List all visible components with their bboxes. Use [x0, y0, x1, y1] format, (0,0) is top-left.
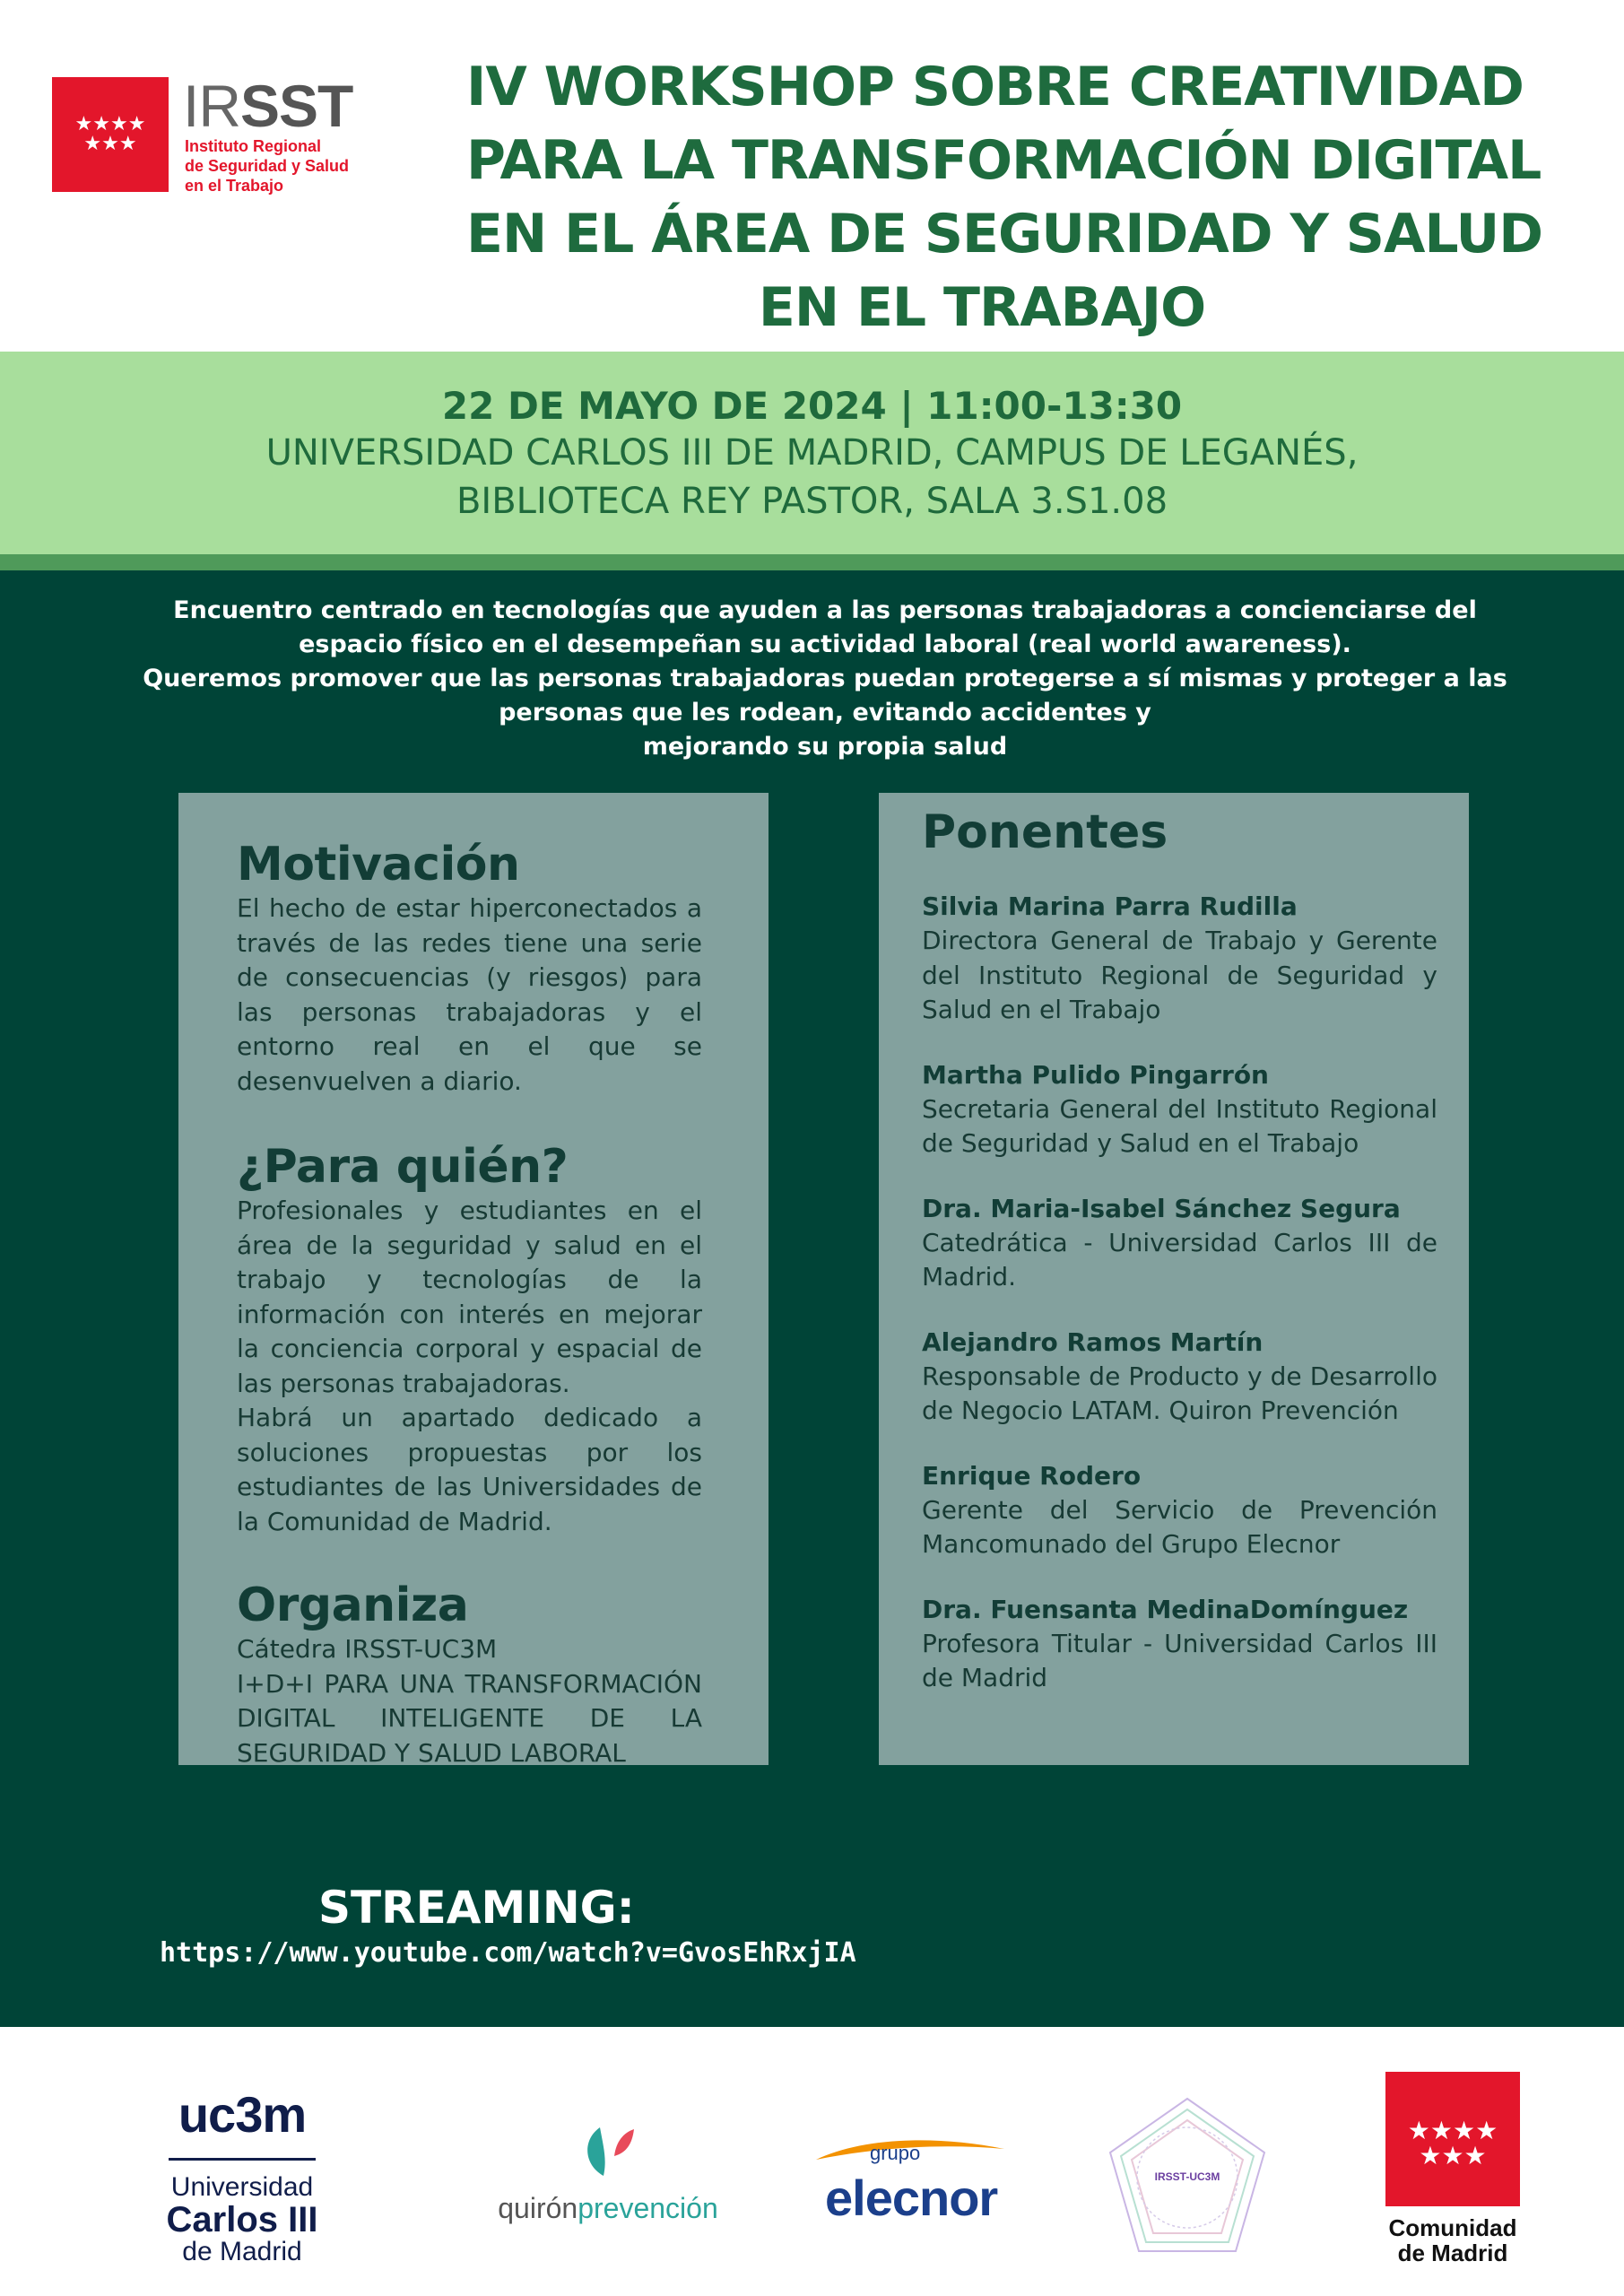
irsst-logo-text: IRSST [183, 73, 353, 139]
elecnor-logo: grupo elecnor [807, 2133, 1022, 2240]
speaker-name: Martha Pulido Pingarrón [922, 1059, 1269, 1090]
speaker-role: Responsable de Producto y de Desarrollo de Negocio LATAM. Quiron Prevención [922, 1361, 1437, 1425]
para-quien-heading: ¿Para quién? [237, 1140, 569, 1194]
comunidad-madrid-logo: ★★★★ ★★★ Comunidad de Madrid [1381, 2072, 1524, 2266]
irsst-logo [52, 73, 375, 197]
title-line: EN EL TRABAJO [758, 276, 1206, 339]
divider [0, 554, 1624, 570]
motivacion-text: El hecho de estar hiperconectados a través de las redes tiene una serie de consecuencias (y riesgos) para las personas trabajadoras y el entorno real en el que se desenvuelven a diario. [237, 893, 702, 1096]
uc3m-logo: uc3m Universidad Carlos III de Madrid [166, 2086, 318, 2266]
streaming-link[interactable]: https://www.youtube.com/watch?v=GvosEhRxjIA [160, 1937, 856, 1969]
ponentes-heading: Ponentes [922, 805, 1168, 859]
speaker-name: Alejandro Ramos Martín [922, 1326, 1264, 1357]
intro-text: Encuentro centrado en tecnologías que ayuden a las personas trabajadoras a concienciarse del espacio físico en el desempeñan su actividad laboral (real world awareness). Queremos promover que las personas trabajadoras puedan protegerse a sí mismas y proteger a las personas que les rodean, evitando accidentes y mejorando su propia salud [143, 596, 1507, 761]
title-line: IV WORKSHOP SOBRE CREATIVIDAD [466, 56, 1524, 118]
event-date-time: 22 DE MAYO DE 2024 | 11:00-13:30 [441, 384, 1183, 428]
speaker-item [922, 1058, 1437, 1161]
speaker-item [922, 890, 1437, 1028]
speaker-item [922, 1459, 1437, 1562]
speaker-name: Dra. Maria-Isabel Sánchez Segura [922, 1193, 1401, 1223]
speaker-name: Dra. Fuensanta MedinaDomínguez [922, 1594, 1409, 1624]
organiza-text: Cátedra IRSST-UC3M [237, 1634, 498, 1664]
madrid-flag-icon: ★★★★ ★★★ [52, 77, 169, 192]
page-title [466, 50, 1543, 344]
streaming-label: STREAMING: [318, 1882, 635, 1934]
event-info-band [0, 352, 1624, 554]
organiza-text-program: I+D+I PARA UNA TRANSFORMACIÓN DIGITAL INTELIGENTE DE LA SEGURIDAD Y SALUD LABORAL [237, 1668, 702, 1768]
motivacion-heading: Motivación [237, 838, 520, 891]
speaker-item [922, 1326, 1437, 1429]
organiza-heading: Organiza [237, 1578, 469, 1632]
speaker-name: Enrique Rodero [922, 1460, 1142, 1491]
speaker-item [922, 1593, 1437, 1696]
speakers-panel [879, 793, 1469, 1765]
para-quien-text: Profesionales y estudiantes en el área de la seguridad y salud en el trabajo y tecnologías de la información con interés en mejorar la conciencia corporal y espacial de las personas trabajadoras. [237, 1196, 702, 1398]
speaker-role: Directora General de Trabajo y Gerente del Instituto Regional de Seguridad y Salud en el Trabajo [922, 926, 1437, 1024]
quironprevencion-logo: quirónprevención [491, 2120, 725, 2225]
title-line: PARA LA TRANSFORMACIÓN DIGITAL [466, 129, 1541, 192]
speaker-role: Profesora Titular - Universidad Carlos III de Madrid [922, 1628, 1437, 1692]
irsst-logo-subtitle: Instituto Regional de Seguridad y Salud en el Trabajo [185, 137, 350, 195]
quiron-leaf-icon [577, 2120, 639, 2183]
speaker-role: Catedrática - Universidad Carlos III de Madrid. [922, 1227, 1437, 1292]
speaker-role: Secretaria General del Instituto Regional de Seguridad y Salud en el Trabajo [922, 1093, 1437, 1158]
event-location-line2: BIBLIOTECA REY PASTOR, SALA 3.S1.08 [456, 481, 1168, 522]
speaker-role: Gerente del Servicio de Prevención Mancomunado del Grupo Elecnor [922, 1494, 1437, 1559]
speaker-item [922, 1192, 1437, 1295]
header [0, 0, 1624, 352]
irsst-uc3m-logo: IRSST-UC3M [1089, 2081, 1286, 2278]
content-section [0, 570, 1624, 2027]
sponsor-logos [0, 2027, 1624, 2296]
title-line: EN EL ÁREA DE SEGURIDAD Y SALUD [466, 203, 1543, 265]
speaker-name: Silvia Marina Parra Rudilla [922, 891, 1298, 921]
info-panel [178, 793, 769, 1768]
event-location-line1: UNIVERSIDAD CARLOS III DE MADRID, CAMPUS DE LEGANÉS, [265, 432, 1359, 474]
madrid-flag-icon: ★★★★ ★★★ [1385, 2072, 1520, 2206]
para-quien-text-extra: Habrá un apartado dedicado a soluciones propuestas por los estudiantes de las Universidades de la Comunidad de Madrid. [237, 1403, 702, 1536]
